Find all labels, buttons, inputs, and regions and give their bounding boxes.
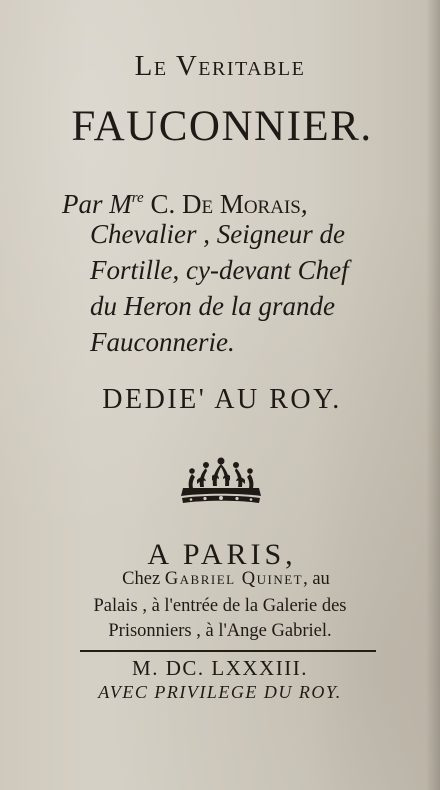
imprint-privilege: AVEC PRIVILEGE DU ROY. [98, 682, 342, 702]
author-by: Par M [62, 189, 132, 219]
title-line-1: Le Veritable [134, 50, 306, 82]
author-line-4: du Heron de la grande [90, 291, 335, 321]
imprint-publisher-suffix: , au [303, 569, 330, 589]
author-line-5: Fauconnerie. [90, 327, 235, 357]
author-line-3: Fortille, cy-devant Chef [90, 255, 349, 285]
imprint-publisher-name: Gabriel Quinet [164, 569, 304, 589]
imprint-rule [80, 650, 376, 652]
imprint-line-3: Prisonniers , à l'Ange Gabriel. [108, 621, 332, 641]
imprint-publisher-prefix: Chez [122, 569, 165, 589]
author-name-suffix: , [300, 189, 308, 219]
dedication: DEDIE' AU ROY. [102, 384, 342, 415]
title-line-2: FAUCONNIER. [71, 103, 373, 150]
imprint-city: A PARIS, [147, 538, 297, 571]
author-name: C. De Morais [150, 189, 301, 219]
author-by-superscript: re [131, 190, 144, 206]
imprint-line-2: Palais , à l'entrée de la Galerie des [93, 596, 347, 616]
imprint-line-1 [6, 566, 440, 593]
imprint-date: M. DC. LXXXIII. [132, 656, 308, 680]
author-line-2: Chevalier , Seigneur de [90, 219, 345, 249]
crown-icon [179, 456, 263, 508]
